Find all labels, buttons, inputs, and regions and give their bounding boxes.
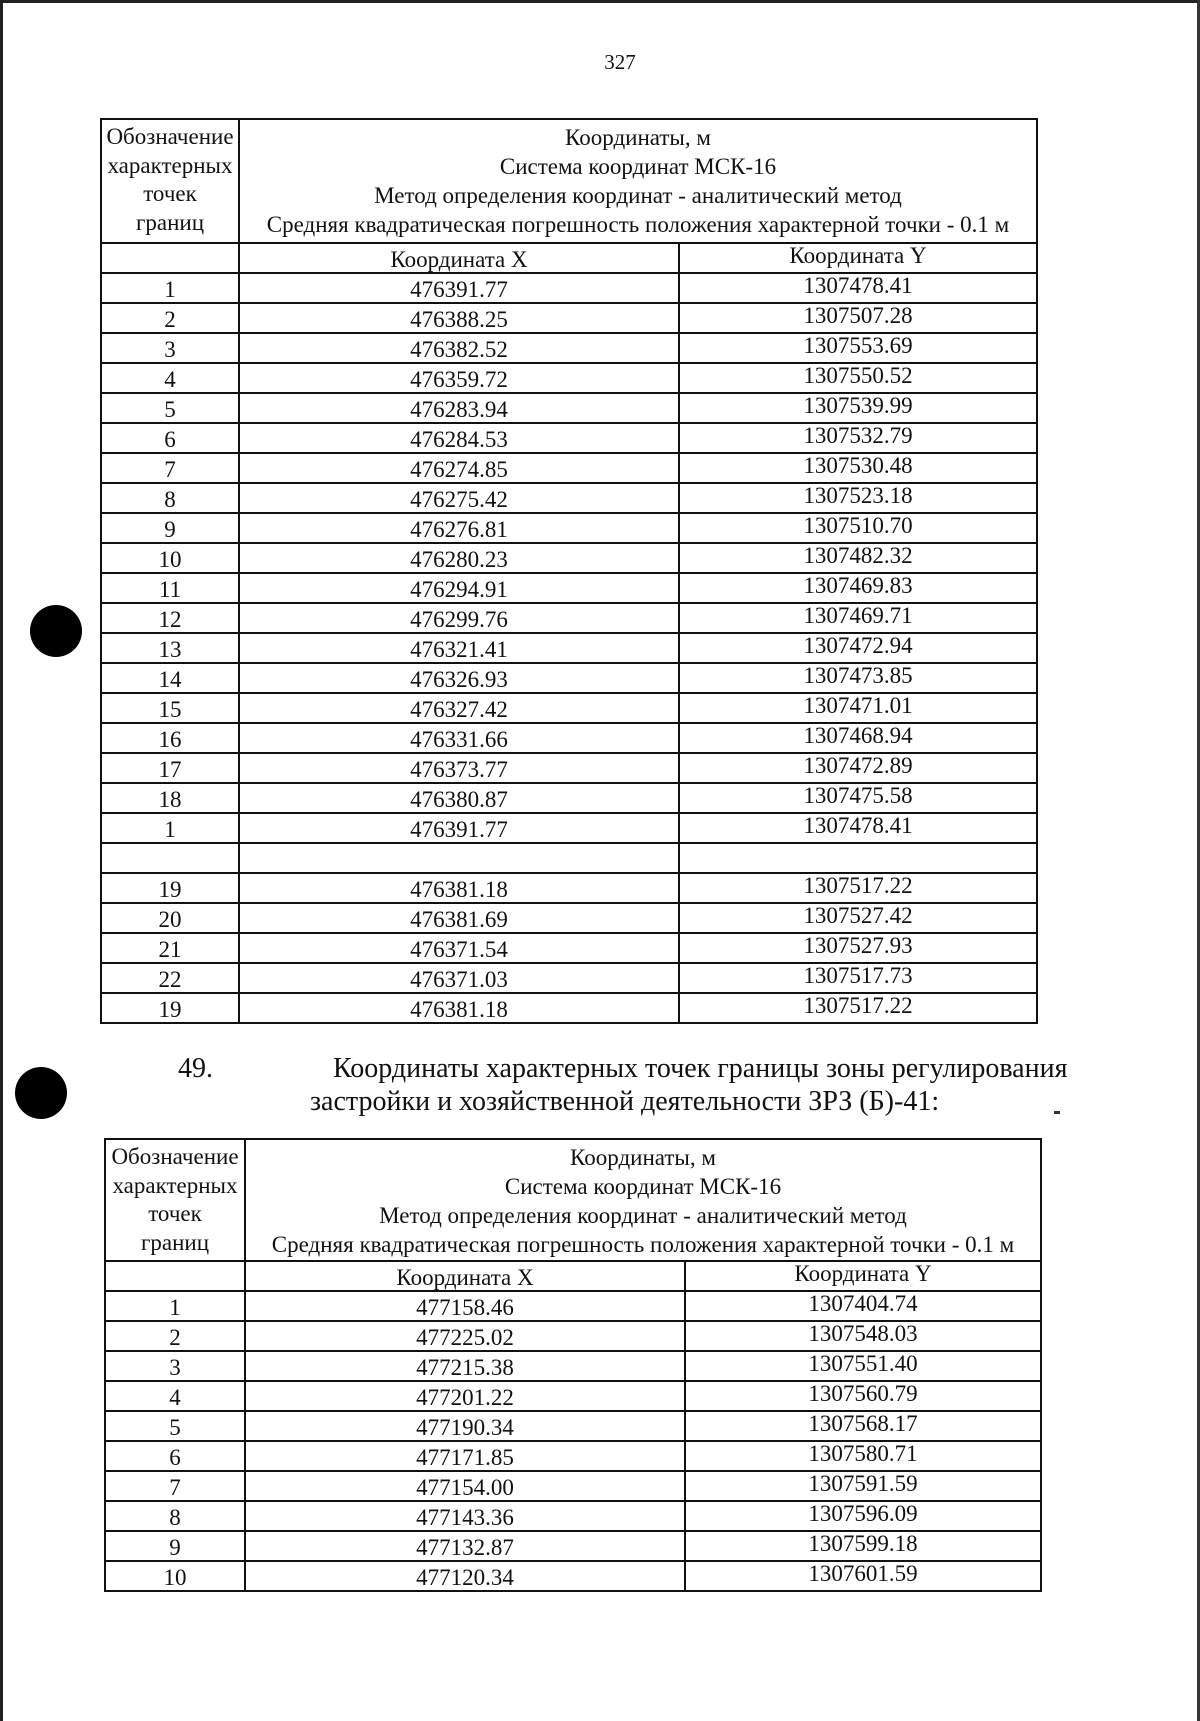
table-row <box>105 1351 1041 1381</box>
coordinate-y-cell: 1307527.93 <box>679 933 1037 963</box>
coordinate-y-cell: 1307599.18 <box>685 1531 1041 1561</box>
coordinate-y-cell: 1307478.41 <box>679 813 1037 843</box>
coordinate-x-cell: 476326.93 <box>239 663 679 693</box>
header-point-label <box>105 1139 245 1261</box>
point-number-cell: 13 <box>101 633 239 663</box>
coordinates-table-1 <box>100 118 1038 1024</box>
table-row <box>101 423 1037 453</box>
header-line: Обозначение <box>111 1144 239 1169</box>
coordinate-x-cell: 477171.85 <box>245 1441 685 1471</box>
coordinate-y-cell: 1307568.17 <box>685 1411 1041 1441</box>
table-row <box>105 1411 1041 1441</box>
table-row <box>101 633 1037 663</box>
point-number-cell: 5 <box>105 1411 245 1441</box>
header-line: Средняя квадратическая погрешность положения характерной точки - 0.1 м <box>266 212 1010 237</box>
coordinate-y-cell: 1307548.03 <box>685 1321 1041 1351</box>
coordinate-x-cell: 476280.23 <box>239 543 679 573</box>
coordinate-x-cell: 476327.42 <box>239 693 679 723</box>
table-row <box>101 393 1037 423</box>
table-row <box>101 813 1037 843</box>
point-number-cell: 1 <box>101 273 239 303</box>
point-number-cell: 21 <box>101 933 239 963</box>
scan-edge-top <box>0 0 1200 3</box>
coordinate-y-cell: 1307472.89 <box>679 753 1037 783</box>
point-number-cell: 19 <box>101 873 239 903</box>
table-row <box>101 273 1037 303</box>
coordinate-x-cell: 477225.02 <box>245 1321 685 1351</box>
point-number-cell: 12 <box>101 603 239 633</box>
table-row <box>105 1291 1041 1321</box>
header-line: характерных <box>112 1172 238 1198</box>
header-line: точек <box>148 1201 202 1226</box>
point-number-cell: 18 <box>101 783 239 813</box>
table-row <box>101 843 1037 873</box>
point-number-cell: 15 <box>101 693 239 723</box>
table-body <box>105 1291 1041 1591</box>
table-row <box>105 1321 1041 1351</box>
point-number-cell <box>101 843 239 873</box>
header-line: Метод определения координат - аналитический метод <box>379 1203 907 1228</box>
table-body <box>101 273 1037 1023</box>
coordinate-y-cell: 1307532.79 <box>679 423 1037 453</box>
point-number-cell: 17 <box>101 753 239 783</box>
table-row <box>101 303 1037 333</box>
coordinate-y-cell: 1307517.22 <box>679 993 1037 1023</box>
coordinate-x-cell: 476391.77 <box>239 813 679 843</box>
header-line: Координаты, м <box>570 1145 716 1170</box>
table-row <box>105 1501 1041 1531</box>
point-number-cell: 16 <box>101 723 239 753</box>
coordinate-x-cell: 476275.42 <box>239 483 679 513</box>
coordinate-y-cell: 1307510.70 <box>679 513 1037 543</box>
coordinate-x-cell: 476381.69 <box>239 903 679 933</box>
coordinate-y-cell: 1307473.85 <box>679 663 1037 693</box>
table-row <box>101 603 1037 633</box>
header-line: точек <box>143 181 197 206</box>
coordinate-x-cell: 476388.25 <box>239 303 679 333</box>
header-line: Система координат МСК-16 <box>499 154 777 179</box>
coordinate-x-cell: 477143.36 <box>245 1501 685 1531</box>
coordinate-y-cell: 1307517.22 <box>679 873 1037 903</box>
column-header-empty <box>101 243 239 273</box>
point-number-cell: 7 <box>101 453 239 483</box>
table-row <box>101 693 1037 723</box>
coordinate-y-cell: 1307596.09 <box>685 1501 1041 1531</box>
coordinate-x-cell: 476371.54 <box>239 933 679 963</box>
column-header-y: Координата Y <box>679 243 1037 273</box>
header-coordinates-info <box>239 119 1037 243</box>
table-row <box>105 1441 1041 1471</box>
coordinate-x-cell: 476373.77 <box>239 753 679 783</box>
coordinate-y-cell: 1307404.74 <box>685 1291 1041 1321</box>
coordinate-y-cell: 1307530.48 <box>679 453 1037 483</box>
point-number-cell: 14 <box>101 663 239 693</box>
coordinate-y-cell: 1307469.71 <box>679 603 1037 633</box>
coordinate-x-cell: 476294.91 <box>239 573 679 603</box>
table-row <box>101 963 1037 993</box>
coordinate-x-cell: 476331.66 <box>239 723 679 753</box>
coordinate-y-cell: 1307591.59 <box>685 1471 1041 1501</box>
point-number-cell: 2 <box>101 303 239 333</box>
coordinate-x-cell: 477120.34 <box>245 1561 685 1591</box>
coordinate-x-cell: 477215.38 <box>245 1351 685 1381</box>
point-number-cell: 4 <box>101 363 239 393</box>
point-number-cell: 20 <box>101 903 239 933</box>
scan-speck <box>1054 1111 1060 1114</box>
coordinate-y-cell: 1307551.40 <box>685 1351 1041 1381</box>
coordinate-x-cell: 476284.53 <box>239 423 679 453</box>
header-line: Средняя квадратическая погрешность положения характерной точки - 0.1 м <box>271 1232 1015 1257</box>
coordinate-y-cell: 1307601.59 <box>685 1561 1041 1591</box>
header-line: границ <box>135 209 205 235</box>
section-title-line-1: Координаты характерных точек границы зоны регулирования <box>333 1053 1068 1084</box>
coordinate-y-cell: 1307469.83 <box>679 573 1037 603</box>
section-title-line-2: застройки и хозяйственной деятельности ЗРЗ (Б)-41: <box>310 1086 940 1117</box>
coordinate-x-cell: 476283.94 <box>239 393 679 423</box>
point-number-cell: 4 <box>105 1381 245 1411</box>
point-number-cell: 5 <box>101 393 239 423</box>
coordinate-x-cell: 476381.18 <box>239 873 679 903</box>
coordinate-x-cell: 476380.87 <box>239 783 679 813</box>
coordinate-x-cell: 477132.87 <box>245 1531 685 1561</box>
coordinate-x-cell: 477201.22 <box>245 1381 685 1411</box>
coordinate-x-cell: 476371.03 <box>239 963 679 993</box>
scan-edge-left <box>0 0 3 1721</box>
point-number-cell: 10 <box>101 543 239 573</box>
header-line: границ <box>140 1229 210 1255</box>
header-point-label <box>101 119 239 243</box>
point-number-cell: 1 <box>105 1291 245 1321</box>
coordinate-x-cell: 476321.41 <box>239 633 679 663</box>
table-row <box>101 663 1037 693</box>
point-number-cell: 19 <box>101 993 239 1023</box>
table-row <box>105 1381 1041 1411</box>
point-number-cell: 3 <box>105 1351 245 1381</box>
point-number-cell: 1 <box>101 813 239 843</box>
coordinate-x-cell <box>239 843 679 873</box>
point-number-cell: 22 <box>101 963 239 993</box>
coordinate-x-cell: 476359.72 <box>239 363 679 393</box>
coordinate-x-cell: 477158.46 <box>245 1291 685 1321</box>
coordinate-y-cell: 1307553.69 <box>679 333 1037 363</box>
table-row <box>105 1471 1041 1501</box>
point-number-cell: 6 <box>105 1441 245 1471</box>
coordinate-x-cell: 477154.00 <box>245 1471 685 1501</box>
coordinate-y-cell: 1307468.94 <box>679 723 1037 753</box>
table-row <box>101 453 1037 483</box>
column-header-row <box>101 243 1037 273</box>
page-number: 327 <box>604 50 636 74</box>
table-row <box>101 363 1037 393</box>
coordinate-x-cell: 476382.52 <box>239 333 679 363</box>
table-row <box>101 543 1037 573</box>
table-row <box>101 573 1037 603</box>
point-number-cell: 8 <box>101 483 239 513</box>
point-number-cell: 3 <box>101 333 239 363</box>
header-line: Метод определения координат - аналитический метод <box>374 183 902 208</box>
column-header-x: Координата X <box>239 243 679 273</box>
column-header-y: Координата Y <box>685 1261 1041 1291</box>
coordinate-y-cell: 1307475.58 <box>679 783 1037 813</box>
coordinate-x-cell: 476299.76 <box>239 603 679 633</box>
coordinate-y-cell: 1307580.71 <box>685 1441 1041 1471</box>
coordinate-x-cell: 476276.81 <box>239 513 679 543</box>
point-number-cell: 6 <box>101 423 239 453</box>
table-row <box>101 783 1037 813</box>
table-row <box>101 723 1037 753</box>
column-header-row <box>105 1261 1041 1291</box>
point-number-cell: 9 <box>105 1531 245 1561</box>
coordinate-x-cell: 476391.77 <box>239 273 679 303</box>
table-row <box>101 933 1037 963</box>
point-number-cell: 9 <box>101 513 239 543</box>
point-number-cell: 2 <box>105 1321 245 1351</box>
table-row <box>101 333 1037 363</box>
coordinate-y-cell: 1307539.99 <box>679 393 1037 423</box>
table-row <box>101 753 1037 783</box>
coordinate-y-cell: 1307471.01 <box>679 693 1037 723</box>
coordinate-x-cell: 476274.85 <box>239 453 679 483</box>
coordinate-y-cell <box>679 843 1037 873</box>
column-header-x: Координата X <box>245 1261 685 1291</box>
table-header-row <box>105 1139 1041 1261</box>
table-row <box>101 903 1037 933</box>
coordinate-y-cell: 1307478.41 <box>679 273 1037 303</box>
table-row <box>101 873 1037 903</box>
coordinate-y-cell: 1307527.42 <box>679 903 1037 933</box>
coordinate-y-cell: 1307523.18 <box>679 483 1037 513</box>
coordinate-y-cell: 1307472.94 <box>679 633 1037 663</box>
coordinate-y-cell: 1307507.28 <box>679 303 1037 333</box>
header-line: Обозначение <box>106 124 234 149</box>
coordinate-y-cell: 1307517.73 <box>679 963 1037 993</box>
header-coordinates-info <box>245 1139 1041 1261</box>
coordinate-y-cell: 1307482.32 <box>679 543 1037 573</box>
coordinate-x-cell: 476381.18 <box>239 993 679 1023</box>
coordinate-y-cell: 1307560.79 <box>685 1381 1041 1411</box>
point-number-cell: 8 <box>105 1501 245 1531</box>
table-header-row <box>101 119 1037 243</box>
table-row <box>101 483 1037 513</box>
header-line: Система координат МСК-16 <box>504 1174 782 1199</box>
table-row <box>101 513 1037 543</box>
punch-hole-top <box>30 605 82 657</box>
point-number-cell: 11 <box>101 573 239 603</box>
punch-hole-bottom <box>15 1067 67 1119</box>
coordinate-x-cell: 477190.34 <box>245 1411 685 1441</box>
point-number-cell: 10 <box>105 1561 245 1591</box>
table-row <box>101 993 1037 1023</box>
header-line: Координаты, м <box>565 125 711 150</box>
table-row <box>105 1561 1041 1591</box>
coordinate-y-cell: 1307550.52 <box>679 363 1037 393</box>
column-header-empty <box>105 1261 245 1291</box>
coordinates-table-2 <box>104 1138 1042 1592</box>
point-number-cell: 7 <box>105 1471 245 1501</box>
section-number: 49. <box>178 1053 213 1084</box>
header-line: характерных <box>107 152 233 178</box>
table-row <box>105 1531 1041 1561</box>
